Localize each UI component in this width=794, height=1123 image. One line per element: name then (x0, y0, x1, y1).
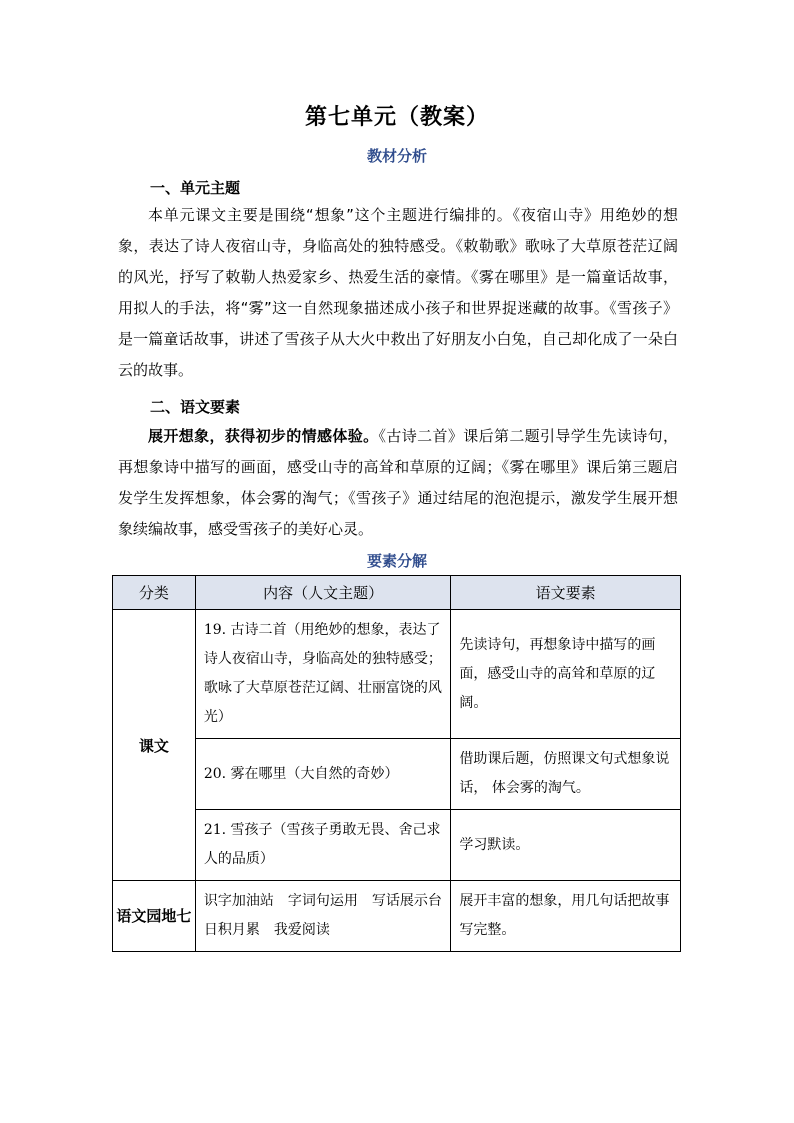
table-row (113, 610, 681, 739)
elements-table (112, 575, 681, 952)
row-element: 先读诗句，再想象诗中描写的画面，感受山寺的高耸和草原的辽阔。 (451, 610, 681, 739)
row-element: 借助课后题，仿照课文句式想象说话， 体会雾的淘气。 (451, 739, 681, 810)
table-row (113, 810, 681, 881)
header-element: 语文要素 (451, 576, 681, 610)
category-garden: 语文园地七 (113, 881, 196, 952)
table-header-row (113, 576, 681, 610)
section1-paragraph: 本单元课文主要是围绕“想象”这个主题进行编排的。《夜宿山寺》用绝妙的想象，表达了诗人夜宿山寺，身临高处的独特感受。《敕勒歌》歌咏了大草原苍茫辽阔的风光，抒写了敕勒人热爱家乡、热爱生活的豪情。《雾在哪里》是一篇童话故事，用拟人的手法，将“雾”这一自然现象描述成小孩子和世界捉迷藏的故事。《雪孩子》是一篇童话故事，讲述了雪孩子从大火中救出了好朋友小白兔，自己却化成了一朵白云的故事。 (118, 206, 678, 379)
table-row (113, 881, 681, 952)
row-element: 学习默读。 (451, 810, 681, 881)
breakdown-heading: 要素分解 (366, 552, 427, 570)
section2-heading: 二、语文要素 (150, 398, 241, 416)
section2-paragraph (118, 421, 678, 545)
category-lessons: 课文 (113, 610, 196, 881)
section1-heading: 一、单元主题 (150, 179, 241, 197)
page-title: 第七单元（教案） (304, 105, 489, 130)
row-content: 识字加油站 字词句运用 写话展示台 日积月累 我爱阅读 (195, 881, 451, 952)
header-content: 内容（人文主题） (195, 576, 451, 610)
row-content: 20. 雾在哪里（大自然的奇妙） (195, 739, 451, 810)
table-row (113, 739, 681, 810)
header-category: 分类 (113, 576, 196, 610)
row-content: 19. 古诗二首（用绝妙的想象，表达了诗人夜宿山寺，身临高处的独特感受；歌咏了大草原苍茫辽阔、壮丽富饶的风光） (195, 610, 451, 739)
analysis-heading: 教材分析 (366, 147, 427, 165)
section2-body: 《古诗二首》课后第二题引导学生先读诗句，再想象诗中描写的画面，感受山寺的高耸和草原的辽阔；《雾在哪里》课后第三题启发学生发挥想象，体会雾的淘气；《雪孩子》通过结尾的泡泡提示，激发学生展开想象续编故事，感受雪孩子的美好心灵。 (118, 427, 678, 538)
row-element: 展开丰富的想象，用几句话把故事写完整。 (451, 881, 681, 952)
row-content: 21. 雪孩子（雪孩子勇敢无畏、舍己求人的品质） (195, 810, 451, 881)
section2-bold-lead: 展开想象，获得初步的情感体验。 (148, 427, 379, 445)
